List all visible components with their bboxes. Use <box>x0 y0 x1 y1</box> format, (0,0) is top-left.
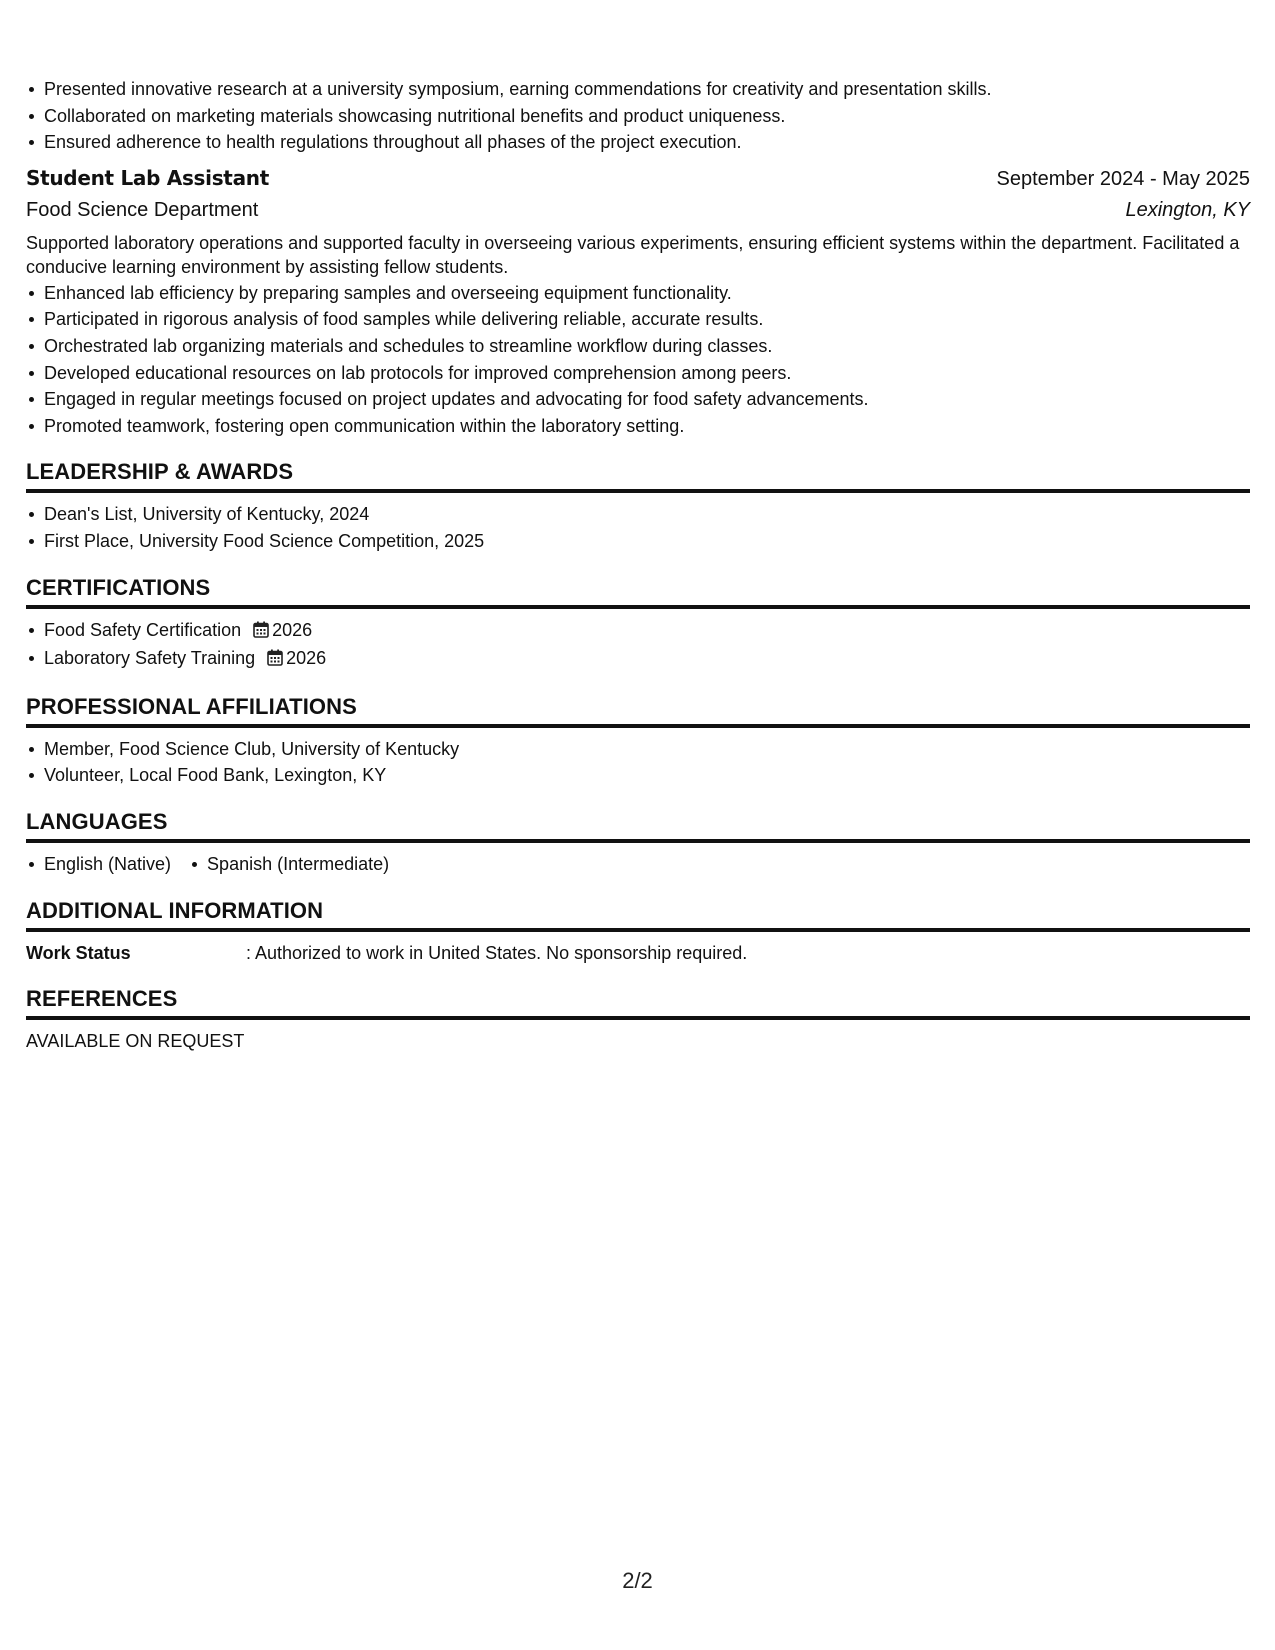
leadership-list <box>26 501 1250 554</box>
work-status-label: Work Status <box>26 942 131 963</box>
list-item: Member, Food Science Club, University of Kentucky <box>26 736 1250 763</box>
list-item: Engaged in regular meetings focused on project updates and advocating for food safety advancements. <box>26 386 1250 413</box>
languages-list <box>26 851 1250 878</box>
certification-item <box>26 645 1250 674</box>
work-status-row <box>26 940 1250 966</box>
language-item: Spanish (Intermediate) <box>189 851 389 878</box>
language-item: English (Native) <box>26 851 171 878</box>
list-item: First Place, University Food Science Competition, 2025 <box>26 528 1250 555</box>
list-item: Presented innovative research at a university symposium, earning commendations for creativity and presentation skills. <box>26 76 1250 103</box>
list-item: Promoted teamwork, fostering open communication within the laboratory setting. <box>26 413 1250 440</box>
job-title: Student Lab Assistant <box>26 165 269 190</box>
section-title-references: REFERENCES <box>26 986 1250 1020</box>
list-item: Enhanced lab efficiency by preparing samples and overseeing equipment functionality. <box>26 280 1250 307</box>
work-status-value: : Authorized to work in United States. No sponsorship required. <box>246 942 748 963</box>
list-item: Participated in rigorous analysis of food samples while delivering reliable, accurate results. <box>26 306 1250 333</box>
references-text: AVAILABLE ON REQUEST <box>26 1030 245 1051</box>
list-item: Orchestrated lab organizing materials and schedules to streamline workflow during classes. <box>26 333 1250 360</box>
job-summary: Supported laboratory operations and supported faculty in overseeing various experiments, ensuring efficient systems within the department. Facilitated a conducive learning environment by assisting fellow students. <box>26 232 1240 278</box>
list-item: Developed educational resources on lab protocols for improved comprehension among peers. <box>26 360 1250 387</box>
certification-name: Food Safety Certification <box>44 619 242 640</box>
job-location: Lexington, KY <box>1125 198 1250 221</box>
job-organization: Food Science Department <box>26 198 259 221</box>
list-item: Collaborated on marketing materials showcasing nutritional benefits and product uniqueness. <box>26 103 1250 130</box>
calendar-icon <box>267 647 283 674</box>
job-dates: September 2024 - May 2025 <box>996 167 1250 190</box>
list-item: Ensured adherence to health regulations throughout all phases of the project execution. <box>26 129 1250 156</box>
job-bullets <box>26 280 1250 440</box>
list-item: Dean's List, University of Kentucky, 2024 <box>26 501 1250 528</box>
section-title-leadership: LEADERSHIP & AWARDS <box>26 459 1250 493</box>
calendar-icon <box>253 619 269 646</box>
section-title-certifications: CERTIFICATIONS <box>26 575 1250 609</box>
certifications-list <box>26 617 1250 674</box>
list-item: Volunteer, Local Food Bank, Lexington, KY <box>26 762 1250 789</box>
page-number: 2/2 <box>622 1568 653 1593</box>
section-title-languages: LANGUAGES <box>26 809 1250 843</box>
section-title-affiliations: PROFESSIONAL AFFILIATIONS <box>26 694 1250 728</box>
job-header <box>26 166 1250 191</box>
previous-job-bullets <box>26 76 1250 156</box>
certification-name: Laboratory Safety Training <box>44 648 256 669</box>
certification-year: 2026 <box>272 619 313 640</box>
resume-page <box>26 76 1250 1054</box>
affiliations-list <box>26 736 1250 789</box>
job-subheader <box>26 199 1250 222</box>
certification-item <box>26 617 1250 646</box>
certification-year: 2026 <box>286 648 327 669</box>
section-title-additional: ADDITIONAL INFORMATION <box>26 898 1250 932</box>
